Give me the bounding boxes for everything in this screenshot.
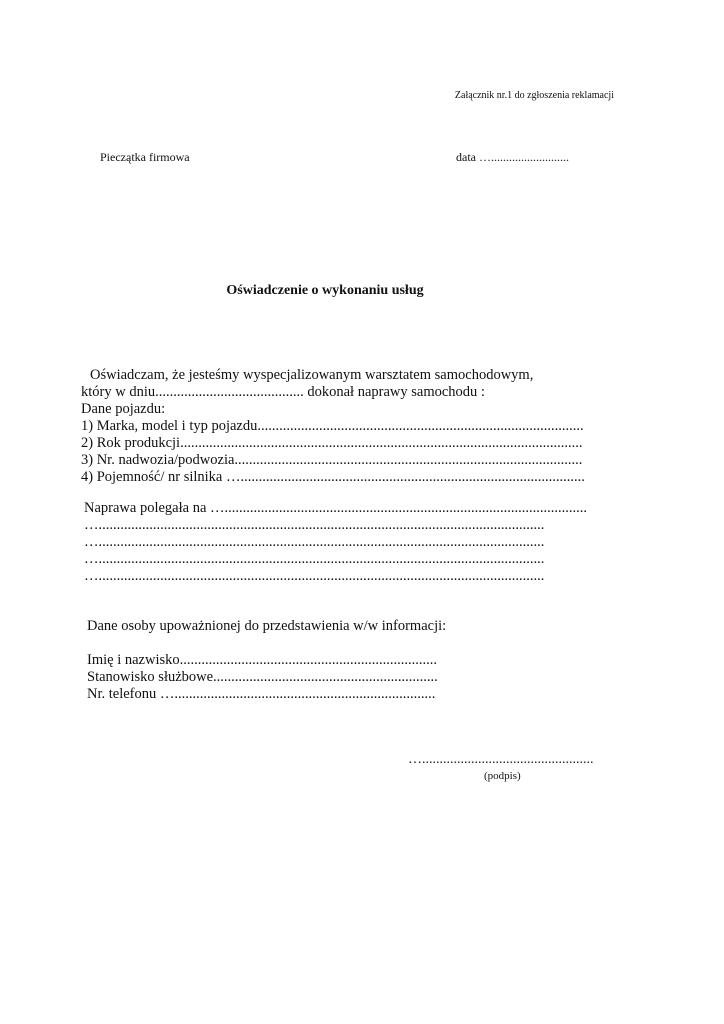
person-phone-field: Nr. telefonu …........................................................................: [87, 686, 436, 702]
declaration-line-2: który w dniu......................................... dokonał naprawy samochodu :: [81, 384, 485, 400]
declaration-line-1: Oświadczam, że jesteśmy wyspecjalizowanym warsztatem samochodowym,: [90, 367, 534, 383]
annex-note: Załącznik nr.1 do zgłoszenia reklamacji: [454, 90, 614, 101]
vehicle-item-make: 1) Marka, model i typ pojazdu..........................................................................................: [81, 418, 584, 434]
repair-block: [84, 500, 587, 585]
repair-line: …...........................................................................................................................: [84, 551, 545, 567]
vehicle-item-engine: 4) Pojemność/ nr silnika …...............................................................................................: [81, 469, 585, 485]
repair-line: …...........................................................................................................................: [84, 568, 545, 584]
document-title: Oświadczenie o wykonaniu usług: [226, 283, 424, 298]
repair-line: …...........................................................................................................................: [84, 534, 545, 550]
company-stamp-label: Pieczątka firmowa: [100, 150, 190, 164]
declaration-block: [81, 367, 585, 486]
signature-line: ….................................................: [408, 752, 594, 767]
person-name-field: Imię i nazwisko.......................................................................: [87, 652, 437, 668]
person-header: Dane osoby upoważnionej do przedstawienia w/w informacji:: [87, 618, 447, 634]
signature-label: (podpis): [484, 770, 521, 782]
person-position-field: Stanowisko służbowe..............................................................: [87, 669, 438, 685]
person-block: [87, 652, 438, 703]
vehicle-item-year: 2) Rok produkcji...............................................................................................................: [81, 435, 583, 451]
repair-first-line: Naprawa polegała na …....................................................................................................: [84, 500, 588, 516]
repair-line: …...........................................................................................................................: [84, 517, 545, 533]
vehicle-header: Dane pojazdu:: [81, 401, 166, 417]
date-field: data …..........................: [456, 150, 569, 164]
vehicle-item-vin: 3) Nr. nadwozia/podwozia................................................................................................: [81, 452, 583, 468]
